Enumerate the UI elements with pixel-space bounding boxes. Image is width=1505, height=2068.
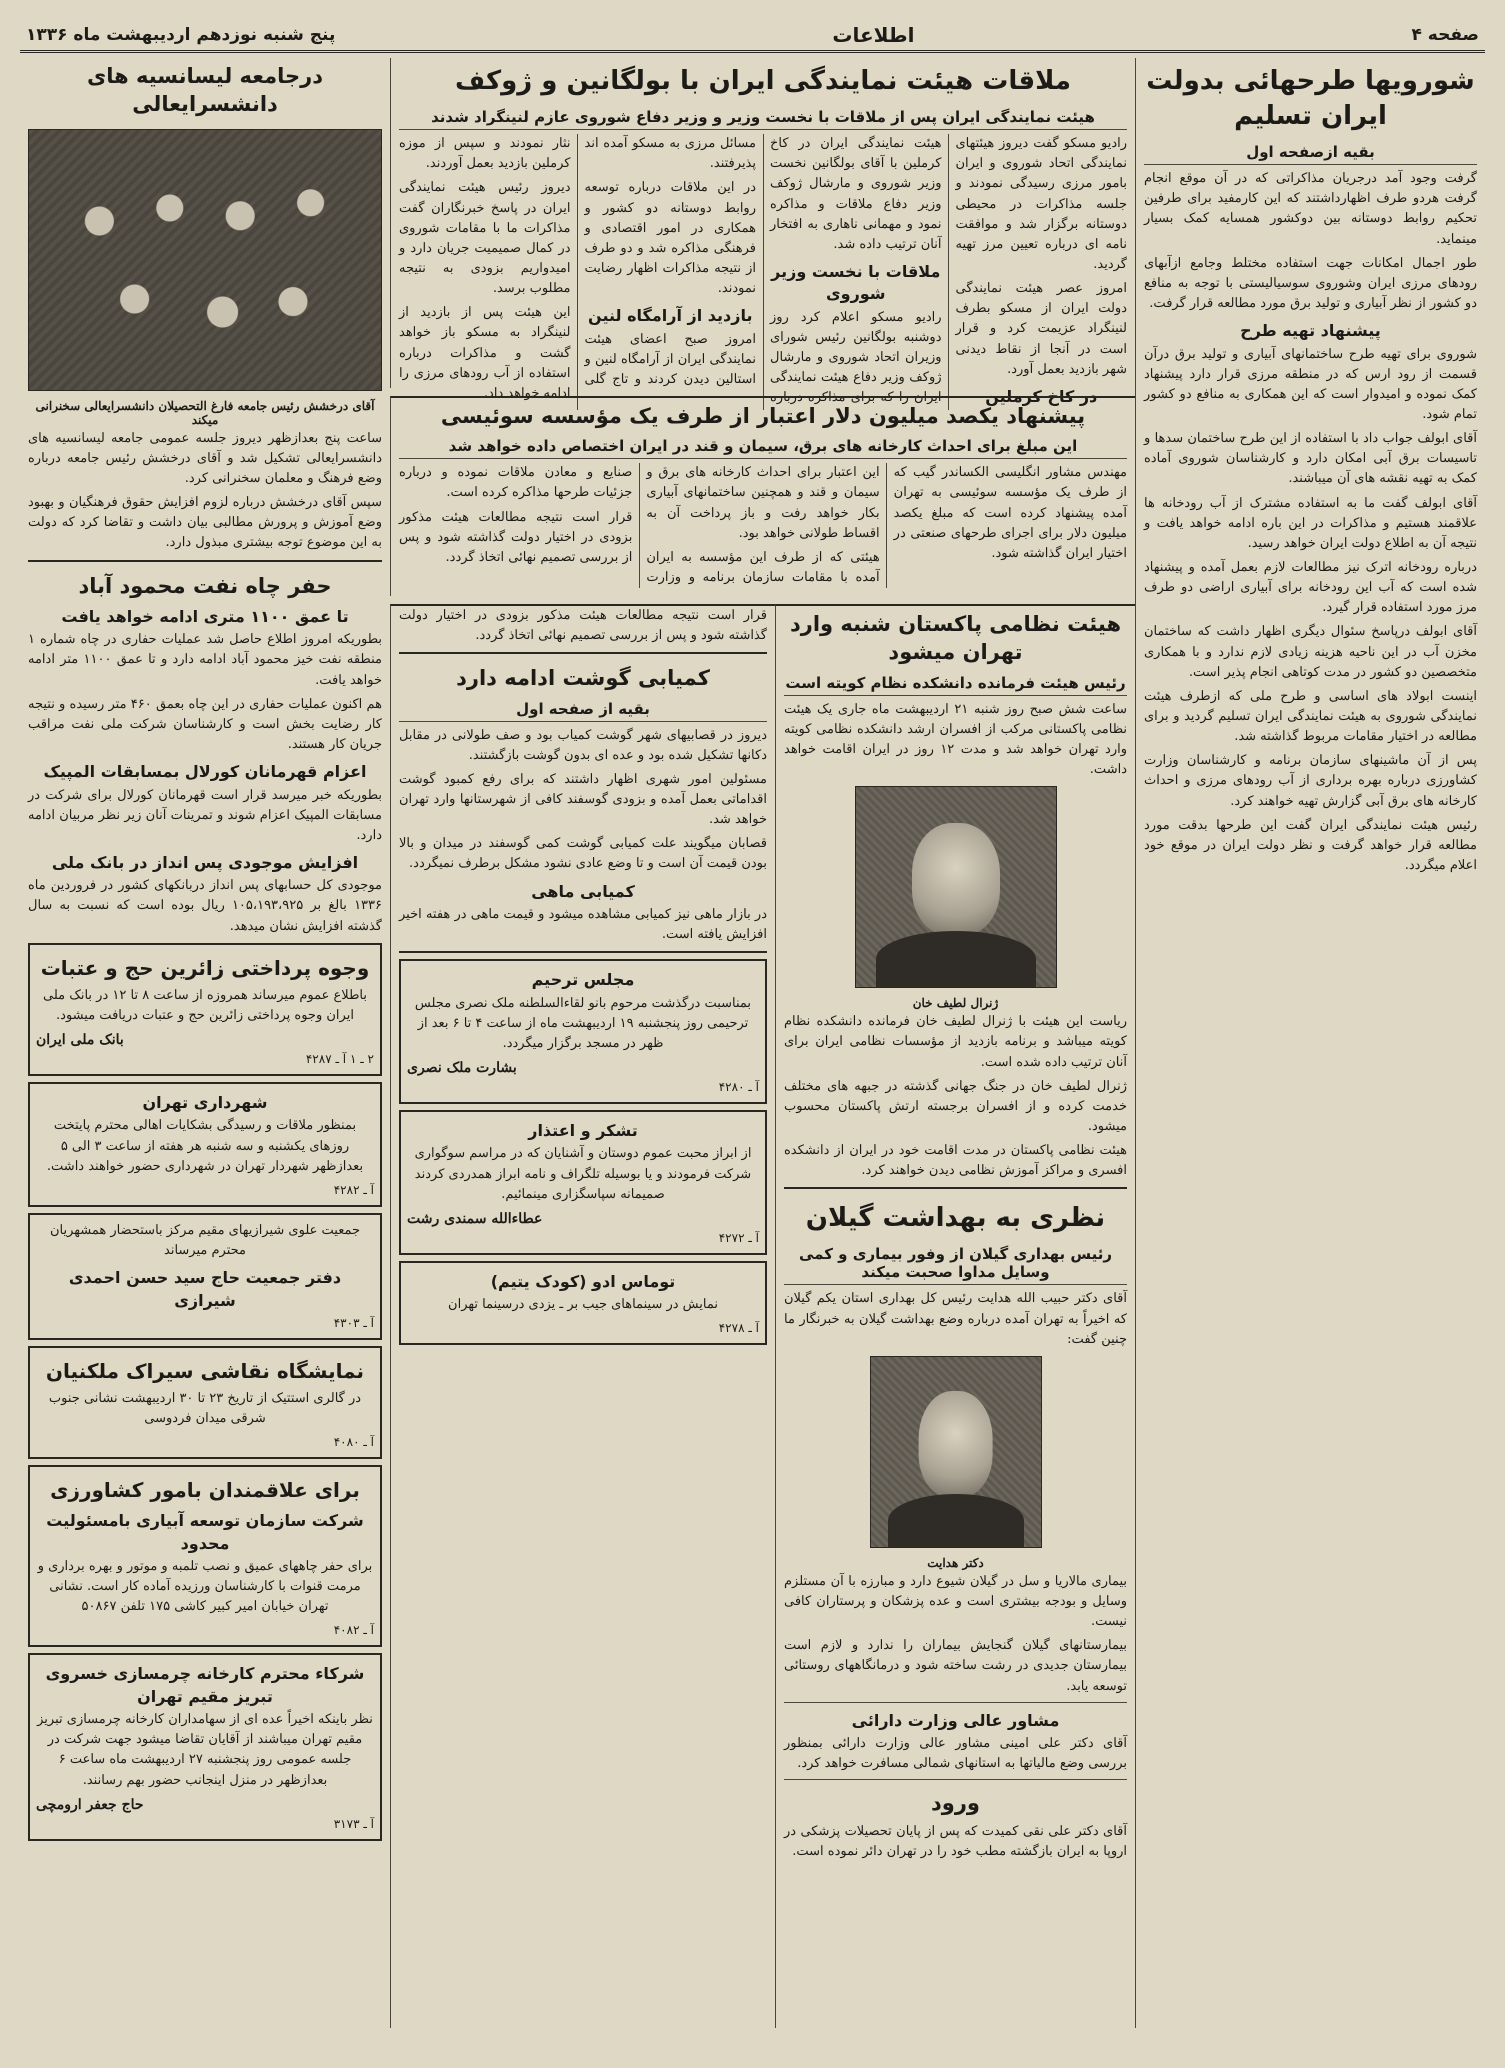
paragraph: شوروی برای تهیه طرح ساختمانهای آبیاری و تولید برق درآن قسمت از رود ارس که در منطقه مرزی قرار دارد پیشنهاد کمک نموده و امیدوار است که این همکاری به منافع دو کشور تمام شود.	[1144, 346, 1477, 422]
headline-soviet-plans: شورویها طرحهائی بدولت ایران تسلیم	[1146, 66, 1475, 132]
column-soviet-plans	[1135, 58, 1485, 2028]
paragraph: دیروز رئیس هیئت نمایندگی ایران در پاسخ خبرنگاران گفت مذاکرات ما با مقامات شوروی در کمال صمیمیت جریان دارد و امیدواریم بزودی به نتیجه مطلوب برسد.	[399, 180, 571, 297]
column-left	[20, 58, 390, 2028]
paragraph: قصابان میگویند علت کمیابی گوشت کمی گوسفند در میدان و بالا بودن قیمت آن است و تا وضع عادی نشود مشکل برطرف نمیگردد.	[399, 836, 767, 872]
paragraph: رادیو مسکو اعلام کرد روز دوشنبه بولگانین رئیس شورای وزیران اتحاد شوروی و مارشال ژوکف وزیر دفاع هیئت نمایندگی ایران را که برای مذاکره درباره مسائل مرزی به مسکو آمده اند پذیرفتند.	[584, 136, 942, 406]
ad-code: ۲ ـ ۱ آ ـ ۴۲۸۷	[305, 1052, 374, 1067]
ad-code: آ ـ ۴۰۸۰	[333, 1435, 374, 1450]
notice-code: آ ـ ۴۲۸۰	[718, 1080, 759, 1095]
paragraph: امروز عصر هیئت نمایندگی دولت ایران از مسکو بطرف لنینگراد عزیمت کرد و قرار است در آنجا از نقاط دیدنی شهر بازدید بعمل آورد.	[955, 281, 1127, 377]
paragraph: بیمارستانهای گیلان گنجایش بیماران را ندارد و لازم است بیمارستان جدیدی در رشت ساخته شود و درمانگاههای روستائی توسعه یابد.	[784, 1638, 1127, 1694]
headline-meat: کمیابی گوشت ادامه دارد	[456, 666, 710, 691]
deck-delegation: هیئت نمایندگی ایران پس از ملاقات با نخست وزیر و وزیر دفاع شوروی عازم لنینگراد شدند	[399, 105, 1127, 130]
ad-title: شرکاء محترم کارخانه چرمسازی خسروی تبریز مقیم تهران	[45, 1664, 365, 1706]
ad-text: بمنظور ملاقات و رسیدگی بشکایات اهالی محترم پایتخت روزهای یکشنبه و سه شنبه هر هفته از ساعت ۳ الی ۵ بعدازظهر شهردار تهران در شهرداری حضور خواهند داشت.	[46, 1118, 364, 1174]
paragraph: قرار است نتیجه مطالعات هیئت مذکور بزودی در اختیار دولت گذاشته شود و پس از بررسی تصمیم نهائی اتخاذ گردد.	[399, 509, 633, 565]
paragraph: گرفت وجود آمد درجریان مذاکراتی که در آن موقع انجام گرفت هردو طرف اظهارداشتند که این کارمفید برای طرفین تحکیم روابط دوستانه بین دوکشور همسایه کمک بسیار مینماید.	[1144, 171, 1477, 247]
paragraph: هیئت نمایندگی ایران در کاخ کرملین با آقای بولگانین نخست وزیر شوروی و مارشال ژوکف وزیر دفاع ملاقات و مذاکره نمود و مهمانی ناهاری به افتخار آنان ترتیب داده شد.	[770, 136, 942, 252]
ad-signature: بانک ملی ایران	[36, 1032, 124, 1049]
portrait-photo-general	[855, 786, 1057, 988]
paragraph: آقای دکتر علی نقی کمیدت که پس از پایان تحصیلات پزشکی در اروپا به ایران بازگشته مطب خود را در تهران دائر نموده است.	[784, 1823, 1127, 1859]
headline-loan: پیشنهاد یکصد میلیون دلار اعتبار از طرف یک مؤسسه سوئیسی	[440, 404, 1086, 428]
ad-title: برای علاقمندان بامور کشاورزی	[50, 1478, 360, 1503]
photo-caption: دکتر هدایت	[927, 1555, 984, 1570]
ad-text: برای حفر چاههای عمیق و نصب تلمبه و موتور و بهره برداری و مرمت قنوات با کارشناسان ورزیده آماده کار است. نشانی تهران خیابان امیر کبیر کاشی ۱۷۵ تلفن ۵۰۸۶۷	[37, 1558, 373, 1615]
portrait-shoulders	[876, 931, 1036, 987]
notice-code: آ ـ ۴۲۷۲	[718, 1230, 759, 1245]
paragraph: هیئت نظامی پاکستان در مدت اقامت خود در ایران از دانشکده افسری و مراکز آموزش نظامی دیدن خواهند کرد.	[784, 1143, 1127, 1179]
paragraph: در بازار ماهی نیز کمیابی مشاهده میشود و قیمت ماهی در هفته اخیر افزایش یافته است.	[399, 907, 767, 943]
paragraph: این هیئت پس از بازدید از لنینگراد به مسکو باز خواهد گشت و مذاکرات درباره استفاده از آب رودهای مرزی را ادامه خواهد داد.	[399, 305, 571, 401]
paragraph: هیئتی که از طرف این مؤسسه به ایران آمده با مقامات سازمان برنامه و وزارت صنایع و معادن ملاقات نموده و درباره جزئیات طرحها مذاکره کرده است.	[399, 465, 880, 586]
deck-loan: این مبلغ برای احداث کارخانه های برق، سیمان و قند در ایران اختصاص داده خواهد شد	[399, 434, 1127, 459]
ad-text: باطلاع عموم میرساند همروزه از ساعت ۸ تا ۱۲ در بانک ملی ایران وجوه پرداختی زائرین حج و عتبات دریافت میشود.	[42, 987, 367, 1023]
headline-olympics: اعزام قهرمانان کورلال بمسابقات المپیک	[43, 762, 367, 782]
divider	[784, 1187, 1127, 1189]
paragraph: دیروز در قصابیهای شهر گوشت کمیاب بود و صف طولانی در مقابل دکانها تشکیل شده بود و عده ای بدون گوشت بازگشتند.	[399, 727, 767, 763]
paragraph: امروز صبح اعضای هیئت نمایندگی ایران از آرامگاه لنین و استالین دیدن کردند و تاج گلی نثار نمودند و سپس از موزه کرملین بازدید بعمل آوردند.	[399, 136, 756, 387]
photo-assembly	[28, 129, 382, 391]
ad-municipality	[28, 1082, 382, 1207]
delegation-body	[399, 134, 1127, 410]
headline-oil: حفر چاه نفت محمود آباد	[78, 573, 332, 598]
headline-health: نظری به بهداشت گیلان	[805, 1203, 1106, 1234]
paragraph: ساعت شش صبح روز شنبه ۲۱ اردیبهشت ماه جاری یک هیئت نظامی پاکستانی مرکب از افسران ارشد دانشکده نظامی کویته وارد تهران خواهد شد و مدت ۱۲ روز در ایران اقامت خواهد داشت.	[784, 701, 1127, 778]
ad-agriculture	[28, 1465, 382, 1647]
notice-signature: عطاءالله سمندی رشت	[407, 1210, 543, 1227]
paragraph: بیماری مالاریا و سل در گیلان شیوع دارد و مبارزه با آن مستلزم وسایل و بودجه بیشتری است و عده پزشکان و پرستاران کافی نیست.	[784, 1573, 1127, 1630]
ad-text: جمعیت علوی شیرازیهای مقیم مرکز باستحضار همشهریان محترم میرساند	[49, 1222, 361, 1258]
ad-text: نظر باینکه اخیراً عده ای از سهامداران کارخانه چرمسازی تبریز مقیم تهران میباشند از آقایان تقاضا میشود جهت شرکت در جلسه عمومی روز پنجشنبه ۲۷ اردیبهشت ماه ساعت ۶ بعدازظهر در منزل اینجانب حضور بهم رسانند.	[37, 1712, 373, 1788]
divider	[399, 652, 767, 654]
ad-title: نمایشگاه نقاشی سیراک ملکنیان	[45, 1358, 365, 1383]
divider	[28, 560, 382, 562]
ad-code: آ ـ ۳۱۷۳	[333, 1816, 374, 1831]
paragraph: بطوریکه خبر میرسد قرار است قهرمانان کورلال برای شرکت در مسابقات المپیک اعزام شوند و تمرینات آنان زیر نظر مربیان ادامه دارد.	[28, 787, 382, 843]
deck-pakistan: رئیس هیئت فرمانده دانشکده نظام کویته است	[784, 671, 1127, 696]
ad-signature: حاج جعفر ارومچی	[36, 1796, 144, 1813]
subheading: ملاقات با نخست وزیر شوروی	[771, 261, 941, 304]
page-number: صفحه ۴	[1411, 25, 1479, 45]
story-loan	[390, 396, 1135, 596]
paragraph: رادیو مسکو گفت دیروز هیئتهای نمایندگی اتحاد شوروی و ایران بامور مرزی رسیدگی نمودند و جلسه مذاکرات در محیطی دوستانه برگزار شد و موافقت نامه ای درباره تعیین مرز تهیه گردید.	[955, 136, 1127, 272]
ad-subtitle: شرکت سازمان توسعه آبیاری بامسئولیت محدود	[46, 1511, 364, 1553]
portrait-shoulders	[888, 1494, 1024, 1547]
paragraph: آقای ابولف درپاسخ سئوال دیگری اظهار داشت که ساختمان مخزن آب در این ناحیه هزینه زیادی لازم ندارد و با همکاری متخصصین دو کشور در مدت کوتاهی انجام پذیر است.	[1144, 624, 1477, 680]
subheading: در کاخ کرملین	[985, 386, 1098, 406]
paragraph: ریاست این هیئت با ژنرال لطیف خان فرمانده دانشکده نظام کویته میباشد و برنامه بازدید از مؤسسات نظامی ایران برای آنان ترتیب داده شده است.	[784, 1014, 1127, 1070]
paragraph: ساعت پنج بعدازظهر دیروز جلسه عمومی جامعه لیسانسیه های دانشسرایعالی تشکیل شد و آقای درخشش رئیس جامعه درباره وضع فرهنگ و معلمان سخنرانی کرد.	[28, 430, 382, 486]
ad-code: آ ـ ۴۳۰۳	[333, 1315, 374, 1330]
divider	[784, 1702, 1127, 1703]
issue-date: پنج شنبه نوزدهم اردیبهشت ماه ۱۳۳۶	[26, 25, 336, 45]
ad-code: آ ـ ۴۲۸۲	[333, 1182, 374, 1197]
kicker: بقیه از صفحه اول	[399, 697, 767, 722]
paragraph: آقای دکتر حبیب الله هدایت رئیس کل بهداری استان یکم گیلان که اخیراً به تهران آمده درباره وضع بهداشت گیلان به خبرنگار ما چنین گفت:	[784, 1291, 1127, 1347]
ad-code: آ ـ ۴۰۸۲	[333, 1623, 374, 1638]
portrait-face	[912, 823, 1000, 935]
subheading: پیشنهاد تهیه طرح	[1240, 321, 1381, 341]
ad-tannery	[28, 1653, 382, 1840]
newspaper-page	[20, 20, 1485, 2028]
photo-caption: ژنرال لطیف خان	[912, 996, 999, 1011]
ad-title: شهرداری تهران	[142, 1093, 268, 1113]
paragraph: موجودی کل حسابهای پس انداز دربانکهای کشور در فروردین ماه ۱۳۳۶ بالغ بر ۱۰۵،۱۹۳،۹۲۵ ریال بوده است که نسبت به سال گذشته افزایش نشان میدهد.	[28, 878, 382, 934]
paragraph: آقای ابولف جواب داد با استفاده از این طرح ساختمان سدها و تاسیسات برق آبی امکان دارد و کارشناسان شوروی آماده کمک به تهیه نقشه های آن میباشند.	[1144, 431, 1477, 487]
photo-caption: آقای درخشش رئیس جامعه فارغ التحصیلان دانشسرایعالی سخنرانی میکند	[35, 398, 375, 427]
notice-text: بمناسبت درگذشت مرحوم بانو لقاءالسلطنه ملک نصری مجلس ترحیمی روز پنجشنبه ۱۹ اردیبهشت ماه از ساعت ۴ تا ۶ بعد از ظهر در مسجد برگزار میگردد.	[414, 995, 752, 1051]
notice-text: از ابراز محبت عموم دوستان و آشنایان که در مراسم سوگواری شرکت فرمودند و یا بوسیله تلگراف و نامه ابراز همدردی کردند صمیمانه سپاسگزاری مینمائیم.	[414, 1146, 752, 1202]
paragraph: ژنرال لطیف خان در جنگ جهانی گذشته در جبهه های مختلف خدمت کرده و از افسران برجسته ارتش پاکستان محسوب میشود.	[784, 1078, 1127, 1134]
headline-savings: افزایش موجودی پس انداز در بانک ملی	[51, 852, 359, 872]
paragraph: پس از آن ماشینهای سازمان برنامه و کارشناسان وزارت کشاورزی درباره بهره برداری از آب رودهای مرزی و احداث کارخانه های برق آبی گزارش تهیه خواهند کرد.	[1144, 753, 1477, 809]
ad-text: در گالری استتیک از تاریخ ۲۳ تا ۳۰ اردیبهشت نشانی جنوب شرقی میدان فردوسی	[48, 1390, 362, 1427]
notice-text: نمایش در سینماهای جیب بر ـ یزدی درسینما تهران	[448, 1297, 718, 1313]
paragraph: طور اجمال امکانات جهت استفاده مختلط وجامع ازآبهای رودهای مرزی ایران وشوروی سوسیالیستی با توجه به منافع دو کشور از نظر آبیاری و تولید برق مورد مطالعه قرار گرفت.	[1144, 255, 1477, 312]
columns	[20, 58, 1485, 2028]
headline-arrival: ورود	[931, 1791, 980, 1816]
headline-lecture: درجامعه لیسانسیه های دانشسرایعالی	[86, 64, 324, 117]
notice-thanks	[399, 1110, 767, 1255]
subheading: کمیابی ماهی	[531, 881, 635, 901]
portrait-photo-doctor	[870, 1356, 1042, 1548]
paragraph: سپس آقای درخشش درباره لزوم افزایش حقوق فرهنگیان و بهبود وضع آموزش و پرورش مطالبی بیان داشت و تقاضا کرد که دولت به این موضوع توجه بیشتری مبذول دارد.	[28, 495, 382, 551]
paragraph: هم اکنون عملیات حفاری در این چاه بعمق ۴۶۰ متر رسیده و نتیجه کار رضایت بخش است و کارشناسان شرکت ملی نفت مراقب جریان کار هستند.	[28, 696, 383, 752]
divider	[399, 951, 767, 953]
notice-title: توماس ادو (کودک یتیم)	[490, 1271, 676, 1291]
notice-title: تشکر و اعتذار	[528, 1121, 638, 1141]
notice-cinema	[399, 1261, 767, 1346]
headline-pakistan: هیئت نظامی پاکستان شنبه وارد تهران میشود	[789, 612, 1122, 665]
ad-hajj	[28, 943, 382, 1076]
loan-body	[399, 463, 1127, 588]
deck-oil: تا عمق ۱۱۰۰ متری ادامه خواهد یافت	[61, 606, 349, 626]
paragraph: این اعتبار برای احداث کارخانه های برق و سیمان و قند و همچنین ساختمانهای آبیاری بکار خواهد رفت و باز پرداخت آن به اقساط طولانی خواهد بود.	[646, 465, 880, 541]
paragraph: درباره رودخانه اترک نیز مطالعات لازم بعمل آمده و پیشنهاد شده است که آب این رودخانه برای آبیاری اراضی دو طرف مرز مورد استفاده قرار گیرد.	[1144, 559, 1477, 616]
ad-shirazi	[28, 1213, 382, 1340]
paragraph: اینست ابولاد های اساسی و طرح ملی که ازطرف هیئت نمایندگی شوروی به هیئت نمایندگی ایران تسلیم گردید و برای مطالعه در اختیار مقامات مربوط گذاشته شد.	[1144, 688, 1477, 745]
paragraph: در این ملاقات درباره توسعه روابط دوستانه دو کشور و همکاری در امور اقتصادی و فرهنگی مذاکره شد و دو طرف از نتیجه مذاکرات اظهار رضایت نمودند.	[584, 180, 756, 297]
story-meat	[390, 604, 775, 2028]
paragraph: مسئولین امور شهری اظهار داشتند که برای رفع کمبود گوشت اقداماتی بعمل آمده و بزودی گوسفند کافی از شهرستانها وارد تهران خواهد شد.	[399, 771, 767, 828]
ad-title: دفتر جمعیت حاج سید حسن احمدی شیرازی	[68, 1268, 342, 1310]
subheading: مشاور عالی وزارت دارائی	[851, 1710, 1060, 1730]
notice-memorial	[399, 959, 767, 1104]
portrait-face	[918, 1391, 993, 1497]
story-pakistan	[775, 604, 1135, 2028]
headline-delegation: ملاقات هیئت نمایندگی ایران با بولگانین و ژوکف	[454, 66, 1071, 96]
notice-title: مجلس ترحیم	[531, 970, 635, 990]
paragraph: قرار است نتیجه مطالعات هیئت مذکور بزودی در اختیار دولت گذاشته شود و پس از بررسی تصمیم نهائی اتخاذ گردد.	[399, 608, 767, 644]
subheading: بازدید از آرامگاه لنین	[588, 306, 753, 326]
deck-health: رئیس بهداری گیلان از وفور بیماری و کمی وسایل مداوا صحبت میکند	[784, 1242, 1127, 1285]
paragraph: مهندس مشاور انگلیسی الکساندر گیب که از طرف یک مؤسسه سوئیسی به تهران آمده پیشنهاد کرده است که مبلغ یکصد میلیون دلار برای اجرای طرحهای صنعتی در اختیار ایران گذاشته شود.	[893, 465, 1127, 561]
paragraph: بطوریکه امروز اطلاع حاصل شد عملیات حفاری در چاه شماره ۱ منطقه نفت خیز محمود آباد ادامه دارد و تا عمق ۱۱۰۰ متر ادامه خواهد یافت.	[28, 632, 382, 688]
paper-name: اطلاعات	[832, 23, 915, 47]
notice-signature: بشارت ملک نصری	[407, 1060, 517, 1077]
kicker: بقیه ازصفحه اول	[1144, 140, 1477, 165]
divider	[784, 1779, 1127, 1780]
story-delegation	[390, 58, 1135, 406]
masthead	[20, 20, 1485, 53]
paragraph: آقای دکتر علی امینی مشاور عالی وزارت دارائی بمنظور بررسی وضع مالیاتها به استانهای شمالی مسافرت خواهد کرد.	[784, 1736, 1127, 1772]
ad-exhibition	[28, 1346, 382, 1459]
middle-area	[390, 58, 1135, 2028]
paragraph: آقای ابولف گفت ما به استفاده مشترک از آب رودخانه ها علاقمند هستیم و مذاکرات در این باره ادامه خواهد یافت و نتیجه آن به اطلاع دولت ایران خواهد رسید.	[1144, 495, 1477, 551]
notice-code: آ ـ ۴۲۷۸	[718, 1321, 759, 1336]
ad-title: وجوه پرداختی زائرین حج و عتبات	[40, 955, 370, 980]
paragraph: رئیس هیئت نمایندگی ایران گفت این طرحها بدقت مورد مطالعه قرار خواهد گرفت و نظر دولت ایران در موقع خود اعلام میگردد.	[1144, 817, 1477, 873]
